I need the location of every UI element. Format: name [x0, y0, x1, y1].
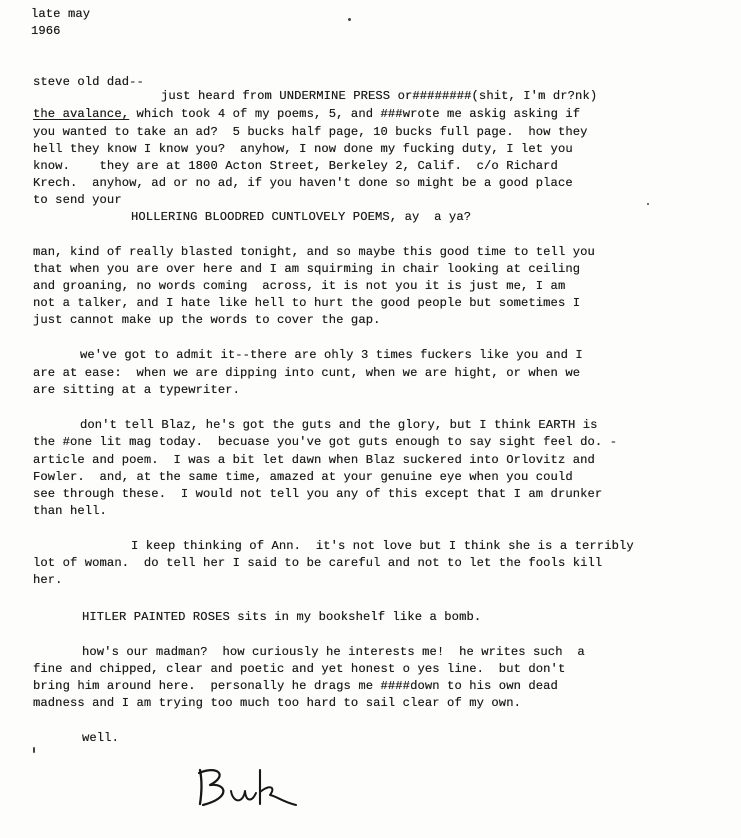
paper-speck-mark: [647, 203, 649, 205]
paragraph-2-line-5: just cannot make up the words to cover the gap.: [33, 313, 381, 327]
paragraph-3-line-3: are sitting at a typewriter.: [33, 383, 241, 397]
paragraph-4-line-5: see through these. I would not tell you any of this except that I am drunker: [33, 487, 603, 501]
paragraph-3-line-2: are at ease: when we are dipping into cunt, when we are hight, or when we: [33, 366, 581, 380]
paragraph-4-line-6: than hell.: [33, 504, 107, 518]
paper-speck-mark: [348, 18, 351, 21]
paragraph-4-line-2: the #one lit mag today. becuase you've got guts enough to say sight feel do. -: [33, 435, 618, 449]
paragraph-1-line-2: [33, 106, 580, 122]
paragraph-1-line-5: know. they are at 1800 Acton Street, Berkeley 2, Calif. c/o Richard: [33, 159, 558, 173]
paragraph-3-line-1: we've got to admit it--there are ohly 3 times fuckers like you and I: [80, 348, 583, 362]
paragraph-1-line-2-rest: which took 4 of my poems, 5, and ###wrote me askig asking if: [129, 107, 581, 121]
paragraph-2-line-3: and groaning, no words coming across, it is not you it is just me, I am: [33, 279, 566, 293]
paragraph-1-line-7: to send your: [33, 193, 122, 207]
paragraph-7-line-2: fine and chipped, clear and poetic and yet honest o yes line. but don't: [33, 662, 566, 676]
letter-date-line-1: late may: [31, 7, 91, 21]
paragraph-1-line-3: you wanted to take an ad? 5 bucks half page, 10 bucks full page. how they: [33, 125, 588, 139]
paragraph-7-line-1: how's our madman? how curiously he interests me! he writes such a: [82, 645, 585, 659]
letter-salutation: steve old dad--: [33, 75, 144, 89]
paragraph-5-line-3: her.: [33, 573, 63, 587]
paragraph-1-line-1: just heard from UNDERMINE PRESS or########(shit, I'm dr?nk): [161, 89, 598, 103]
paragraph-4-line-4: Fowler. and, at the same time, amazed at your genuine eye when you could: [33, 470, 573, 484]
paragraph-5-line-1: I keep thinking of Ann. it's not love but I think she is a terribly: [131, 539, 634, 553]
paragraph-2-line-1: man, kind of really blasted tonight, and so maybe this good time to tell you: [33, 245, 595, 259]
paragraph-4-line-3: article and poem. I was a bit let dawn when Blaz suckered into Orlovitz and: [33, 453, 595, 467]
paragraph-2-line-4: not a talker, and I hate like hell to hurt the good people but sometimes I: [33, 296, 581, 310]
paragraph-6-line-1: HITLER PAINTED ROSES sits in my bookshelf like a bomb.: [82, 610, 482, 624]
paragraph-7-line-3: bring him around here. personally he drags me ####down to his own dead: [33, 679, 558, 693]
paragraph-1-line-4: hell they know I know you? anyhow, I now done my fucking duty, I let you: [33, 142, 573, 156]
paper-speck-mark: [33, 747, 35, 753]
paragraph-2-line-2: that when you are over here and I am squirming in chair looking at ceiling: [33, 262, 581, 276]
paragraph-5-line-2: lot of woman. do tell her I said to be careful and not to let the fools kill: [33, 556, 603, 570]
underlined-phrase: the avalance,: [33, 107, 130, 121]
paragraph-7-line-4: madness and I am trying too much too hard to sail clear of my own.: [33, 696, 521, 710]
paragraph-1-line-8: HOLLERING BLOODRED CUNTLOVELY POEMS, ay a ya?: [131, 210, 472, 224]
letter-date-line-2: 1966: [31, 24, 61, 38]
paragraph-1-line-6: Krech. anyhow, ad or no ad, if you haven't done so might be a good place: [33, 176, 573, 190]
handwritten-signature: [192, 766, 308, 810]
letter-closing: well.: [82, 731, 119, 745]
paragraph-4-line-1: don't tell Blaz, he's got the guts and the glory, but I think EARTH is: [80, 418, 598, 432]
